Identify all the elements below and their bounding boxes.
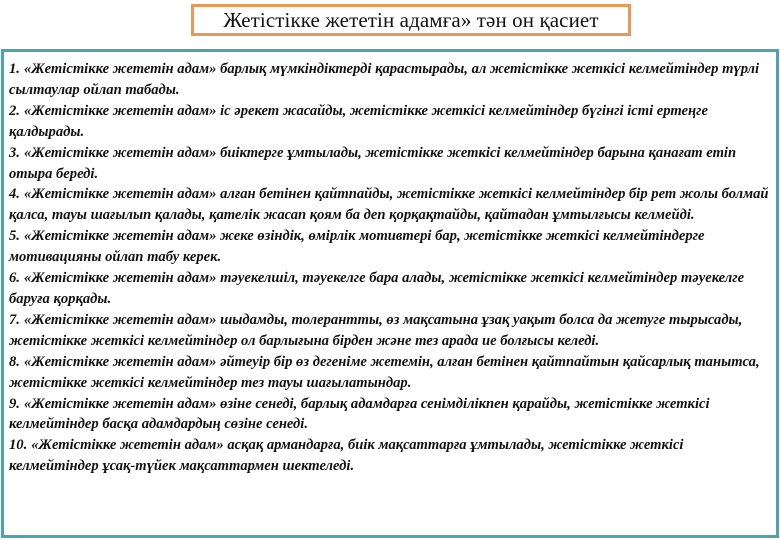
item-text: «Жетістікке жететін адам» әйтеуір бір өз дегеніме жетемін, алған бетінен қайтпайтын қайсарлық танытса, жетістікке жеткісі келмейтіндер тез тауы шағылатындар. <box>9 353 760 391</box>
item-text: «Жетістікке жететін адам» алған бетінен қайтпайды, жетістікке жеткісі келмейтіндер бір рет жолы болмай қалса, тауы шағылып қалады, қателік жасап қоям ба деп қорқақтайды, қайтадан ұмтылғысы келмейді. <box>9 186 769 224</box>
list-item <box>9 352 770 394</box>
item-text: «Жетістікке жететін адам» барлық мүмкіндіктерді қарастырады, ал жетістікке жеткісі келмейтіндер түрлі сылтаулар ойлап табады. <box>9 61 760 98</box>
list-item <box>9 101 770 143</box>
list-item <box>9 394 770 436</box>
item-number: 6. <box>9 270 20 287</box>
item-text: «Жетістікке жететін адам» өзіне сенеді, барлық адамдарға сенімділікпен қарайды, жетістікке жеткісі келмейтіндер басқа адамдардың сөзіне сенеді. <box>9 395 710 433</box>
item-number: 2. <box>9 102 20 119</box>
list-item <box>9 226 770 268</box>
qualities-list <box>1 49 779 538</box>
page-title: Жетістікке жететін адамға» тән он қасиет <box>223 7 599 32</box>
item-text: «Жетістікке жететін адам» тәуекелшіл, тәуекелге бара алады, жетістікке жеткісі келмейтіндер тәуекелге баруға қорқады. <box>9 270 745 307</box>
item-number: 7. <box>9 311 20 328</box>
item-number: 8. <box>9 353 20 370</box>
list-item <box>9 268 770 310</box>
item-number: 1. <box>9 61 20 77</box>
item-number: 4. <box>9 186 20 203</box>
item-text: «Жетістікке жететін адам» биіктерге ұмтылады, жетістікке жеткісі келмейтіндер барына қанағат етіп отыра береді. <box>9 144 737 182</box>
item-text: «Жетістікке жететін адам» асқақ армандарға, биік мақсаттарға ұмтылады, жетістікке жеткісі келмейтіндер ұсақ-түйек мақсаттармен шектеледі. <box>9 437 684 475</box>
item-text: «Жетістікке жететін адам» іс әрекет жасайды, жетістікке жеткісі келмейтіндер бүгінгі істі ертеңге қалдырады. <box>9 102 708 140</box>
list-item <box>9 143 770 185</box>
list-item <box>9 310 770 352</box>
list-item <box>9 435 770 477</box>
item-text: «Жетістікке жететін адам» жеке өзіндік, өмірлік мотивтері бар, жетістікке жеткісі келмейтіндерге мотивацияны ойлап табу керек. <box>9 228 705 266</box>
item-number: 9. <box>9 395 20 412</box>
list-item <box>9 59 770 101</box>
item-number: 5. <box>9 228 20 245</box>
title-box <box>191 4 631 36</box>
item-number: 3. <box>9 144 20 161</box>
item-number: 10. <box>9 437 28 454</box>
item-text: «Жетістікке жететін адам» шыдамды, толерантты, өз мақсатына ұзақ уақыт болса да жетуге тырысады, жетістікке жеткісі келмейтіндер ол барлығына бірден және тез арада ие болғысы келеді. <box>9 311 743 349</box>
list-item <box>9 184 770 226</box>
